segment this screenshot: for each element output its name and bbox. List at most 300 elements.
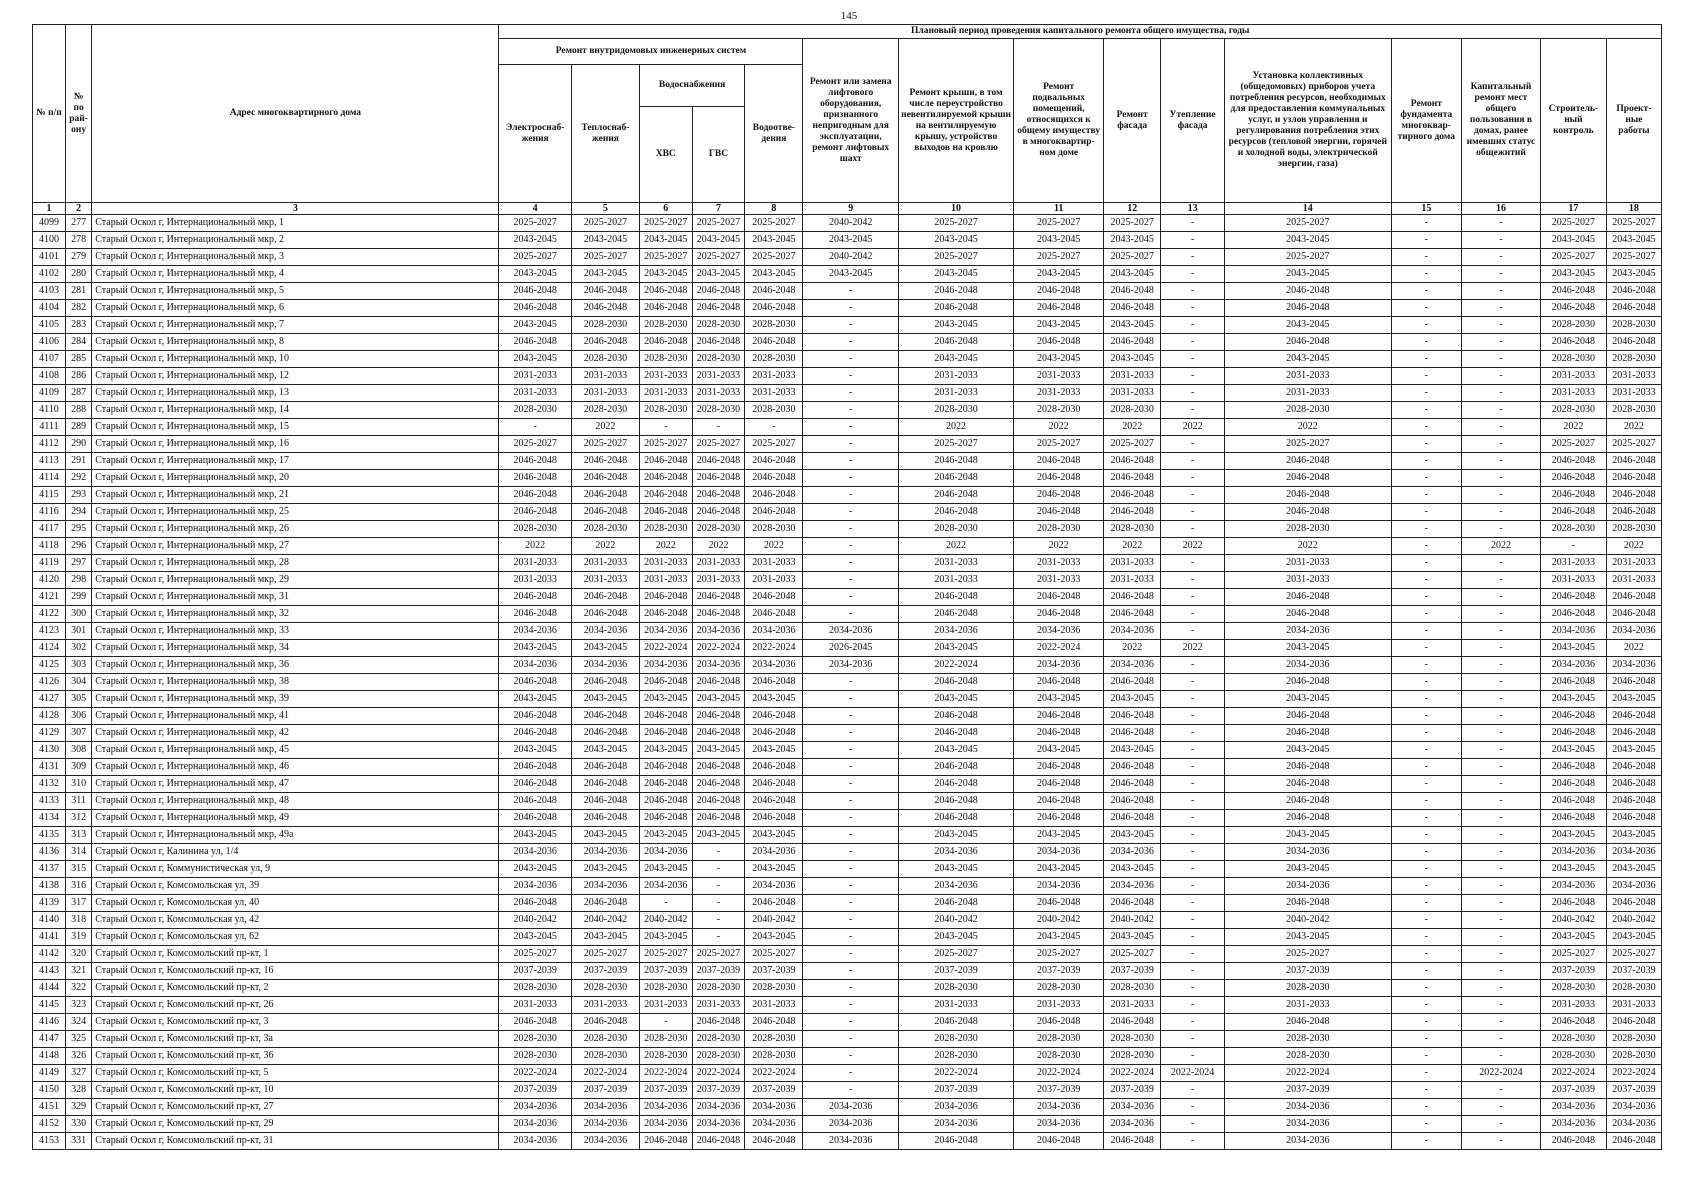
period-cell: 2046-2048 — [898, 334, 1013, 351]
period-cell: 2022-2024 — [1461, 1065, 1540, 1082]
period-cell: - — [1161, 810, 1225, 827]
period-cell: 2034-2036 — [1606, 878, 1661, 895]
period-cell: 2031-2033 — [692, 385, 745, 402]
period-cell: 2028-2030 — [639, 402, 692, 419]
period-cell: - — [1161, 963, 1225, 980]
period-cell: 2028-2030 — [1224, 402, 1391, 419]
period-cell: 2046-2048 — [1540, 470, 1606, 487]
period-cell: 2043-2045 — [571, 827, 639, 844]
period-cell: 2046-2048 — [1224, 759, 1391, 776]
district-number-cell: 318 — [65, 912, 91, 929]
address-cell: Старый Оскол г, Интернациональный мкр, 14 — [92, 402, 499, 419]
period-cell: 2031-2033 — [898, 555, 1013, 572]
table-row — [33, 453, 1662, 470]
period-cell: 2034-2036 — [692, 657, 745, 674]
period-cell: 2046-2048 — [1224, 606, 1391, 623]
period-cell: 2022-2024 — [639, 1065, 692, 1082]
period-cell: 2037-2039 — [1224, 1082, 1391, 1099]
period-cell: - — [1391, 504, 1461, 521]
period-cell: 2046-2048 — [1606, 300, 1661, 317]
table-row — [33, 674, 1662, 691]
period-cell: 2043-2045 — [692, 691, 745, 708]
period-cell: 2031-2033 — [1224, 997, 1391, 1014]
period-cell: - — [1540, 538, 1606, 555]
period-cell: 2046-2048 — [639, 674, 692, 691]
period-cell: 2025-2027 — [1014, 946, 1104, 963]
period-cell: 2046-2048 — [1540, 487, 1606, 504]
period-cell: 2025-2027 — [1224, 946, 1391, 963]
period-cell: 2034-2036 — [898, 844, 1013, 861]
period-cell: 2043-2045 — [692, 827, 745, 844]
period-cell: 2025-2027 — [571, 436, 639, 453]
header-row-number: № п/п — [33, 25, 66, 203]
period-cell: - — [1161, 623, 1225, 640]
table-row — [33, 776, 1662, 793]
period-cell: 2046-2048 — [1014, 470, 1104, 487]
period-cell: 2046-2048 — [1104, 1133, 1161, 1150]
row-number-cell: 4103 — [33, 283, 66, 300]
period-cell: 2046-2048 — [1606, 708, 1661, 725]
period-cell: 2034-2036 — [745, 1099, 803, 1116]
period-cell: - — [1161, 572, 1225, 589]
period-cell: 2046-2048 — [1104, 810, 1161, 827]
period-cell: 2046-2048 — [898, 487, 1013, 504]
district-number-cell: 313 — [65, 827, 91, 844]
district-number-cell: 290 — [65, 436, 91, 453]
period-cell: 2028-2030 — [1606, 402, 1661, 419]
table-row — [33, 878, 1662, 895]
period-cell: 2025-2027 — [1014, 249, 1104, 266]
period-cell: 2034-2036 — [499, 878, 571, 895]
period-cell: - — [1461, 708, 1540, 725]
district-number-cell: 289 — [65, 419, 91, 436]
table-header — [33, 25, 1662, 215]
district-number-cell: 281 — [65, 283, 91, 300]
period-cell: - — [803, 878, 898, 895]
period-cell: 2025-2027 — [1606, 215, 1661, 232]
period-cell: 2028-2030 — [1540, 521, 1606, 538]
period-cell: 2034-2036 — [803, 623, 898, 640]
period-cell: 2034-2036 — [1540, 878, 1606, 895]
period-cell: 2022-2024 — [1540, 1065, 1606, 1082]
column-number: 6 — [639, 203, 692, 215]
period-cell: 2043-2045 — [803, 266, 898, 283]
period-cell: 2025-2027 — [1104, 436, 1161, 453]
period-cell: 2031-2033 — [1540, 555, 1606, 572]
row-number-cell: 4115 — [33, 487, 66, 504]
period-cell: 2046-2048 — [639, 300, 692, 317]
period-cell: 2034-2036 — [898, 1116, 1013, 1133]
district-number-cell: 324 — [65, 1014, 91, 1031]
row-number-cell: 4105 — [33, 317, 66, 334]
address-cell: Старый Оскол г, Интернациональный мкр, 21 — [92, 487, 499, 504]
period-cell: - — [1391, 844, 1461, 861]
period-cell: 2040-2042 — [1014, 912, 1104, 929]
address-cell: Старый Оскол г, Интернациональный мкр, 5 — [92, 283, 499, 300]
period-cell: 2034-2036 — [571, 878, 639, 895]
address-cell: Старый Оскол г, Интернациональный мкр, 28 — [92, 555, 499, 572]
row-number-cell: 4139 — [33, 895, 66, 912]
district-number-cell: 277 — [65, 215, 91, 232]
period-cell: 2034-2036 — [499, 844, 571, 861]
table-row — [33, 980, 1662, 997]
period-cell: 2040-2042 — [571, 912, 639, 929]
address-cell: Старый Оскол г, Комсомольский пр-кт, 29 — [92, 1116, 499, 1133]
column-number: 18 — [1606, 203, 1661, 215]
period-cell: 2043-2045 — [745, 266, 803, 283]
period-cell: 2022-2024 — [745, 640, 803, 657]
period-cell: 2043-2045 — [639, 861, 692, 878]
period-cell: 2037-2039 — [1540, 1082, 1606, 1099]
period-cell: 2046-2048 — [499, 589, 571, 606]
period-cell: 2046-2048 — [1014, 589, 1104, 606]
period-cell: 2043-2045 — [1540, 691, 1606, 708]
table-row — [33, 725, 1662, 742]
row-number-cell: 4111 — [33, 419, 66, 436]
period-cell: 2046-2048 — [1224, 283, 1391, 300]
period-cell: - — [1161, 1116, 1225, 1133]
column-number: 2 — [65, 203, 91, 215]
address-cell: Старый Оскол г, Интернациональный мкр, 8 — [92, 334, 499, 351]
period-cell: 2043-2045 — [1014, 232, 1104, 249]
period-cell: 2028-2030 — [571, 521, 639, 538]
period-cell: 2034-2036 — [1014, 623, 1104, 640]
period-cell: - — [639, 419, 692, 436]
period-cell: - — [1461, 249, 1540, 266]
period-cell: 2022 — [1161, 538, 1225, 555]
period-cell: - — [639, 1014, 692, 1031]
period-cell: 2034-2036 — [1014, 878, 1104, 895]
period-cell: 2025-2027 — [499, 946, 571, 963]
period-cell: 2046-2048 — [898, 283, 1013, 300]
column-number: 17 — [1540, 203, 1606, 215]
period-cell: - — [1461, 623, 1540, 640]
period-cell: 2034-2036 — [1224, 1133, 1391, 1150]
period-cell: 2046-2048 — [692, 300, 745, 317]
period-cell: 2037-2039 — [639, 963, 692, 980]
period-cell: 2046-2048 — [745, 708, 803, 725]
period-cell: 2028-2030 — [639, 1031, 692, 1048]
district-number-cell: 296 — [65, 538, 91, 555]
period-cell: 2043-2045 — [571, 691, 639, 708]
period-cell: 2046-2048 — [1606, 1133, 1661, 1150]
period-cell: - — [803, 708, 898, 725]
period-cell: 2034-2036 — [1224, 623, 1391, 640]
address-cell: Старый Оскол г, Интернациональный мкр, 32 — [92, 606, 499, 623]
period-cell: - — [803, 453, 898, 470]
period-cell: 2034-2036 — [898, 623, 1013, 640]
header-facade-insulation: Утепление фасада — [1161, 39, 1225, 203]
address-cell: Старый Оскол г, Комсомольская ул, 42 — [92, 912, 499, 929]
table-row — [33, 1031, 1662, 1048]
table-row — [33, 1065, 1662, 1082]
period-cell: 2028-2030 — [499, 1048, 571, 1065]
period-cell: 2043-2045 — [745, 929, 803, 946]
table-row — [33, 317, 1662, 334]
period-cell: - — [1161, 997, 1225, 1014]
period-cell: 2046-2048 — [898, 1133, 1013, 1150]
period-cell: 2031-2033 — [1224, 572, 1391, 589]
column-number: 7 — [692, 203, 745, 215]
period-cell: 2046-2048 — [1104, 725, 1161, 742]
period-cell: 2043-2045 — [1540, 232, 1606, 249]
row-number-cell: 4152 — [33, 1116, 66, 1133]
period-cell: 2028-2030 — [1606, 980, 1661, 997]
table-row — [33, 861, 1662, 878]
period-cell: 2034-2036 — [1014, 657, 1104, 674]
period-cell: 2034-2036 — [499, 1099, 571, 1116]
period-cell: 2022 — [1104, 538, 1161, 555]
period-cell: 2046-2048 — [1606, 759, 1661, 776]
period-cell: 2037-2039 — [639, 1082, 692, 1099]
period-cell: 2025-2027 — [499, 436, 571, 453]
period-cell: - — [1461, 1082, 1540, 1099]
period-cell: 2046-2048 — [639, 453, 692, 470]
period-cell: 2046-2048 — [639, 504, 692, 521]
period-cell: 2031-2033 — [571, 385, 639, 402]
period-cell: 2028-2030 — [1540, 317, 1606, 334]
period-cell: 2022 — [571, 538, 639, 555]
period-cell: 2046-2048 — [745, 589, 803, 606]
period-cell: - — [1161, 215, 1225, 232]
table-row — [33, 1048, 1662, 1065]
period-cell: 2025-2027 — [571, 249, 639, 266]
period-cell: 2022-2024 — [1014, 640, 1104, 657]
period-cell: - — [1461, 963, 1540, 980]
period-cell: 2046-2048 — [1014, 708, 1104, 725]
period-cell: 2034-2036 — [571, 623, 639, 640]
period-cell: 2025-2027 — [692, 946, 745, 963]
period-cell: 2043-2045 — [898, 232, 1013, 249]
period-cell: - — [1461, 385, 1540, 402]
row-number-cell: 4100 — [33, 232, 66, 249]
row-number-cell: 4144 — [33, 980, 66, 997]
period-cell: 2022 — [1224, 538, 1391, 555]
period-cell: 2046-2048 — [745, 674, 803, 691]
period-cell: - — [803, 759, 898, 776]
period-cell: - — [1461, 776, 1540, 793]
district-number-cell: 279 — [65, 249, 91, 266]
district-number-cell: 302 — [65, 640, 91, 657]
column-number: 3 — [92, 203, 499, 215]
period-cell: - — [803, 912, 898, 929]
period-cell: 2043-2045 — [1104, 317, 1161, 334]
address-cell: Старый Оскол г, Комсомольский пр-кт, 3 — [92, 1014, 499, 1031]
period-cell: 2034-2036 — [898, 878, 1013, 895]
period-cell: 2046-2048 — [1224, 793, 1391, 810]
period-cell: - — [803, 1065, 898, 1082]
period-cell: 2022-2024 — [1104, 1065, 1161, 1082]
period-cell: 2037-2039 — [571, 963, 639, 980]
period-cell: 2043-2045 — [499, 861, 571, 878]
period-cell: 2028-2030 — [1606, 1031, 1661, 1048]
period-cell: - — [1461, 555, 1540, 572]
period-cell: - — [1461, 215, 1540, 232]
period-cell: 2034-2036 — [499, 1133, 571, 1150]
period-cell: - — [1461, 368, 1540, 385]
period-cell: - — [1391, 1031, 1461, 1048]
period-cell: 2034-2036 — [898, 1099, 1013, 1116]
district-number-cell: 304 — [65, 674, 91, 691]
period-cell: 2022-2024 — [1606, 1065, 1661, 1082]
period-cell: 2022 — [898, 538, 1013, 555]
period-cell: 2025-2027 — [571, 215, 639, 232]
period-cell: - — [803, 538, 898, 555]
period-cell: 2046-2048 — [571, 334, 639, 351]
period-cell: 2031-2033 — [898, 572, 1013, 589]
period-cell: 2034-2036 — [499, 623, 571, 640]
row-number-cell: 4104 — [33, 300, 66, 317]
period-cell: 2046-2048 — [1104, 674, 1161, 691]
period-cell: 2031-2033 — [1540, 572, 1606, 589]
period-cell: 2046-2048 — [745, 810, 803, 827]
period-cell: - — [1161, 657, 1225, 674]
period-cell: 2040-2042 — [803, 215, 898, 232]
period-cell: - — [1461, 487, 1540, 504]
period-cell: 2022-2024 — [898, 657, 1013, 674]
row-number-cell: 4117 — [33, 521, 66, 538]
period-cell: 2046-2048 — [1014, 487, 1104, 504]
period-cell: 2043-2045 — [1014, 266, 1104, 283]
table-row — [33, 623, 1662, 640]
period-cell: - — [1161, 1031, 1225, 1048]
period-cell: 2022 — [1224, 419, 1391, 436]
period-cell: 2046-2048 — [1014, 1014, 1104, 1031]
period-cell: 2046-2048 — [692, 453, 745, 470]
period-cell: 2046-2048 — [1014, 300, 1104, 317]
period-cell: - — [803, 1082, 898, 1099]
period-cell: 2046-2048 — [499, 793, 571, 810]
period-cell: 2043-2045 — [499, 742, 571, 759]
period-cell: 2031-2033 — [1606, 997, 1661, 1014]
period-cell: 2028-2030 — [1014, 1048, 1104, 1065]
period-cell: - — [692, 419, 745, 436]
row-number-cell: 4113 — [33, 453, 66, 470]
period-cell: - — [1461, 657, 1540, 674]
period-cell: 2031-2033 — [692, 368, 745, 385]
period-cell: - — [1461, 1099, 1540, 1116]
address-cell: Старый Оскол г, Интернациональный мкр, 4 — [92, 266, 499, 283]
row-number-cell: 4102 — [33, 266, 66, 283]
period-cell: 2046-2048 — [571, 776, 639, 793]
period-cell: 2046-2048 — [571, 504, 639, 521]
table-row — [33, 283, 1662, 300]
table-row — [33, 793, 1662, 810]
period-cell: 2046-2048 — [1224, 810, 1391, 827]
period-cell: 2046-2048 — [1014, 793, 1104, 810]
period-cell: 2046-2048 — [1014, 674, 1104, 691]
period-cell: 2034-2036 — [692, 1099, 745, 1116]
table-row — [33, 1133, 1662, 1150]
capital-repair-table — [32, 24, 1662, 1150]
period-cell: 2043-2045 — [1224, 861, 1391, 878]
address-cell: Старый Оскол г, Комсомольская ул, 40 — [92, 895, 499, 912]
district-number-cell: 305 — [65, 691, 91, 708]
district-number-cell: 303 — [65, 657, 91, 674]
period-cell: 2046-2048 — [898, 589, 1013, 606]
period-cell: 2028-2030 — [1104, 521, 1161, 538]
period-cell: 2046-2048 — [1014, 776, 1104, 793]
period-cell: 2043-2045 — [898, 266, 1013, 283]
table-row — [33, 351, 1662, 368]
period-cell: 2034-2036 — [692, 1116, 745, 1133]
period-cell: 2043-2045 — [1224, 827, 1391, 844]
table-row — [33, 589, 1662, 606]
column-number: 4 — [499, 203, 571, 215]
period-cell: 2043-2045 — [1540, 861, 1606, 878]
period-cell: - — [692, 844, 745, 861]
district-number-cell: 299 — [65, 589, 91, 606]
period-cell: 2028-2030 — [1014, 521, 1104, 538]
period-cell: - — [803, 283, 898, 300]
period-cell: 2034-2036 — [745, 844, 803, 861]
period-cell: 2046-2048 — [499, 708, 571, 725]
period-cell: 2046-2048 — [1014, 725, 1104, 742]
period-cell: 2043-2045 — [1606, 266, 1661, 283]
period-cell: - — [1391, 912, 1461, 929]
period-cell: - — [1461, 980, 1540, 997]
period-cell: 2031-2033 — [571, 572, 639, 589]
period-cell: 2028-2030 — [1606, 317, 1661, 334]
period-cell: - — [1391, 980, 1461, 997]
period-cell: - — [1161, 776, 1225, 793]
period-cell: - — [1391, 895, 1461, 912]
table-row — [33, 742, 1662, 759]
period-cell: 2046-2048 — [1104, 300, 1161, 317]
district-number-cell: 284 — [65, 334, 91, 351]
period-cell: 2046-2048 — [639, 793, 692, 810]
period-cell: 2025-2027 — [745, 436, 803, 453]
period-cell: 2028-2030 — [692, 1048, 745, 1065]
address-cell: Старый Оскол г, Калинина ул, 1/4 — [92, 844, 499, 861]
period-cell: - — [1461, 589, 1540, 606]
period-cell: - — [1461, 946, 1540, 963]
address-cell: Старый Оскол г, Интернациональный мкр, 38 — [92, 674, 499, 691]
table-row — [33, 691, 1662, 708]
period-cell: 2043-2045 — [1104, 742, 1161, 759]
period-cell: 2022 — [1104, 640, 1161, 657]
period-cell: 2034-2036 — [1606, 1116, 1661, 1133]
period-cell: 2028-2030 — [639, 521, 692, 538]
period-cell: - — [803, 487, 898, 504]
period-cell: - — [1461, 1116, 1540, 1133]
period-cell: 2037-2039 — [898, 963, 1013, 980]
period-cell: 2037-2039 — [898, 1082, 1013, 1099]
period-cell: 2046-2048 — [571, 453, 639, 470]
period-cell: 2025-2027 — [1014, 436, 1104, 453]
period-cell: 2025-2027 — [639, 215, 692, 232]
period-cell: - — [803, 572, 898, 589]
period-cell: 2046-2048 — [898, 1014, 1013, 1031]
period-cell: 2022-2024 — [1014, 1065, 1104, 1082]
period-cell: 2043-2045 — [571, 861, 639, 878]
period-cell: 2022 — [499, 538, 571, 555]
period-cell: - — [803, 861, 898, 878]
period-cell: 2034-2036 — [803, 1099, 898, 1116]
table-row — [33, 1082, 1662, 1099]
address-cell: Старый Оскол г, Интернациональный мкр, 25 — [92, 504, 499, 521]
period-cell: 2046-2048 — [499, 453, 571, 470]
period-cell: 2043-2045 — [1606, 232, 1661, 249]
period-cell: 2046-2048 — [571, 470, 639, 487]
period-cell: 2034-2036 — [1224, 1116, 1391, 1133]
row-number-cell: 4132 — [33, 776, 66, 793]
period-cell: 2028-2030 — [898, 980, 1013, 997]
period-cell: 2046-2048 — [571, 487, 639, 504]
period-cell: - — [1461, 436, 1540, 453]
period-cell: - — [1391, 368, 1461, 385]
period-cell: - — [1461, 283, 1540, 300]
